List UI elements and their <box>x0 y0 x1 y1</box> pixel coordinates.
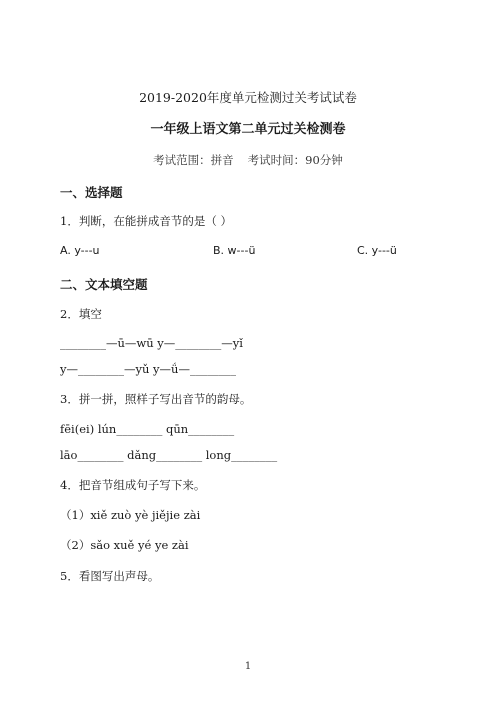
question-1-option-a: A. y---u <box>60 244 100 257</box>
exam-scope: 考试范围：拼音 <box>153 153 234 167</box>
question-3-line-2: lāo________ dǎng________ long________ <box>60 448 278 462</box>
question-5-text: 5．看图写出声母。 <box>60 569 160 583</box>
question-2-text: 2．填空 <box>60 307 102 321</box>
document-title: 2019-2020年度单元检测过关考试试卷 <box>139 90 357 105</box>
question-2-line-2: y—________—yǔ y—ǘ—________ <box>60 362 236 376</box>
exam-time: 考试时间：90分钟 <box>247 153 343 167</box>
section-heading-fill: 二、文本填空题 <box>60 277 148 292</box>
question-2-line-1: ________—ū—wū y—________—yǐ <box>60 336 243 350</box>
page-number: 1 <box>244 661 252 672</box>
question-4-line-1: （1）xiě zuò yè jiějie zài <box>60 508 201 522</box>
question-4-line-2: （2）sǎo xuě yé ye zài <box>60 538 189 552</box>
question-1-text: 1．判断，在能拼成音节的是（ ） <box>60 214 232 228</box>
exam-info <box>0 152 496 168</box>
question-3-text: 3．拼一拼，照样子写出音节的韵母。 <box>60 392 252 406</box>
document-subtitle: 一年级上语文第二单元过关检测卷 <box>150 122 346 137</box>
section-heading-choice: 一、选择题 <box>60 185 123 200</box>
question-1-option-c: C. y---ü <box>357 244 397 257</box>
question-1-option-b: B. w---ü <box>213 244 256 257</box>
question-4-text: 4．把音节组成句子写下来。 <box>60 478 206 492</box>
question-3-line-1: fēi(ei) lún________ qūn________ <box>60 422 235 436</box>
